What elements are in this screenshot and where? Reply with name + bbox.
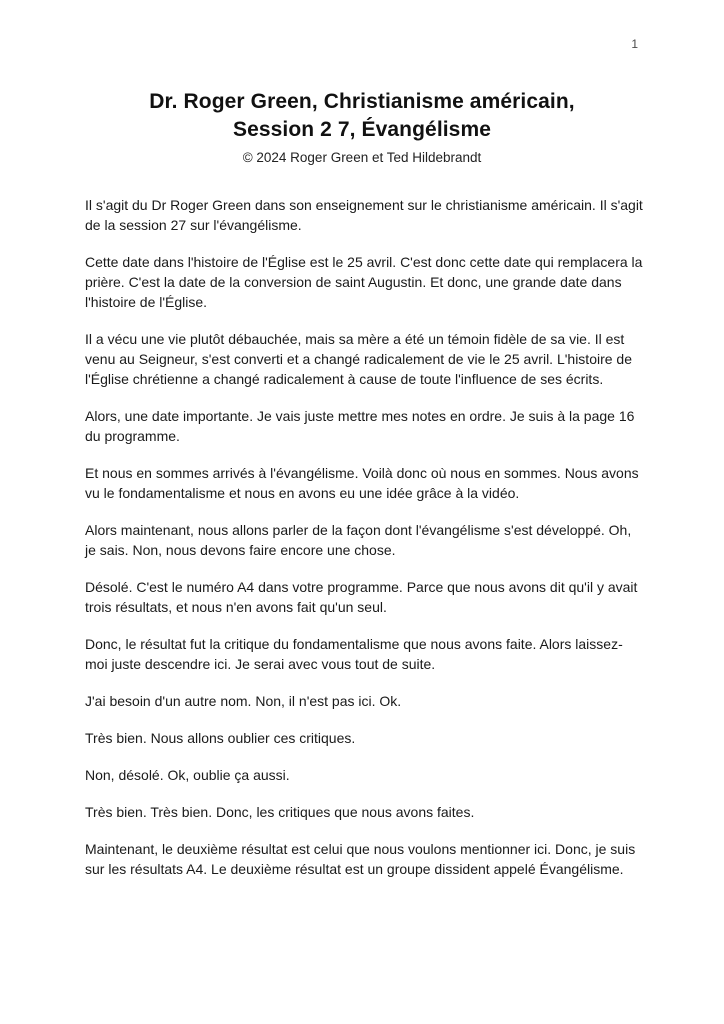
document-title-line-2: Session 2 7, Évangélisme: [232, 118, 492, 141]
transcript-paragraph: Désolé. C'est le numéro A4 dans votre programme. Parce que nous avons dit qu'il y avait trois résultats, et nous n'en avons fait qu'un seul.: [85, 579, 638, 615]
copyright-line: © 2024 Roger Green et Ted Hildebrandt: [242, 150, 482, 165]
transcript-paragraph: Maintenant, le deuxième résultat est celui que nous voulons mentionner ici. Donc, je suis sur les résultats A4. Le deuxième résultat est un groupe dissident appelé Évangélisme.: [85, 841, 636, 877]
transcript-paragraph: Non, désolé. Ok, oublie ça aussi.: [85, 767, 290, 783]
document-header: [0, 0, 724, 167]
transcript-body: [0, 167, 724, 879]
transcript-paragraph: Très bien. Très bien. Donc, les critiques que nous avons faites.: [85, 804, 475, 820]
transcript-paragraph: Il s'agit du Dr Roger Green dans son enseignement sur le christianisme américain. Il s'agit de la session 27 sur l'évangélisme.: [85, 197, 643, 233]
document-title-line-1: Dr. Roger Green, Christianisme américain,: [149, 90, 575, 113]
transcript-paragraph: Alors, une date importante. Je vais juste mettre mes notes en ordre. Je suis à la page 16 du programme.: [85, 408, 635, 444]
document-title: [0, 88, 724, 144]
transcript-paragraph: Donc, le résultat fut la critique du fondamentalisme que nous avons faite. Alors laissez-moi juste descendre ici. Je serai avec vous tout de suite.: [85, 636, 623, 672]
transcript-paragraph: Cette date dans l'histoire de l'Église est le 25 avril. C'est donc cette date qui remplacera la prière. C'est la date de la conversion de saint Augustin. Et donc, une grande date dans l'histoire de l'Église.: [85, 254, 643, 310]
transcript-paragraph: Très bien. Nous allons oublier ces critiques.: [85, 730, 356, 746]
transcript-paragraph: Et nous en sommes arrivés à l'évangélisme. Voilà donc où nous en sommes. Nous avons vu le fondamentalisme et nous en avons eu une idée grâce à la vidéo.: [85, 465, 639, 501]
page-number: 1: [631, 37, 638, 51]
transcript-paragraph: Alors maintenant, nous allons parler de la façon dont l'évangélisme s'est développé. Oh, je sais. Non, nous devons faire encore une chose.: [85, 522, 632, 558]
transcript-paragraph: Il a vécu une vie plutôt débauchée, mais sa mère a été un témoin fidèle de sa vie. Il est venu au Seigneur, s'est converti et a changé radicalement de vie le 25 avril. L'histoire de l'Église chrétienne a changé radicalement à cause de toute l'influence de ses écrits.: [85, 331, 633, 387]
transcript-paragraph: J'ai besoin d'un autre nom. Non, il n'est pas ici. Ok.: [85, 693, 402, 709]
